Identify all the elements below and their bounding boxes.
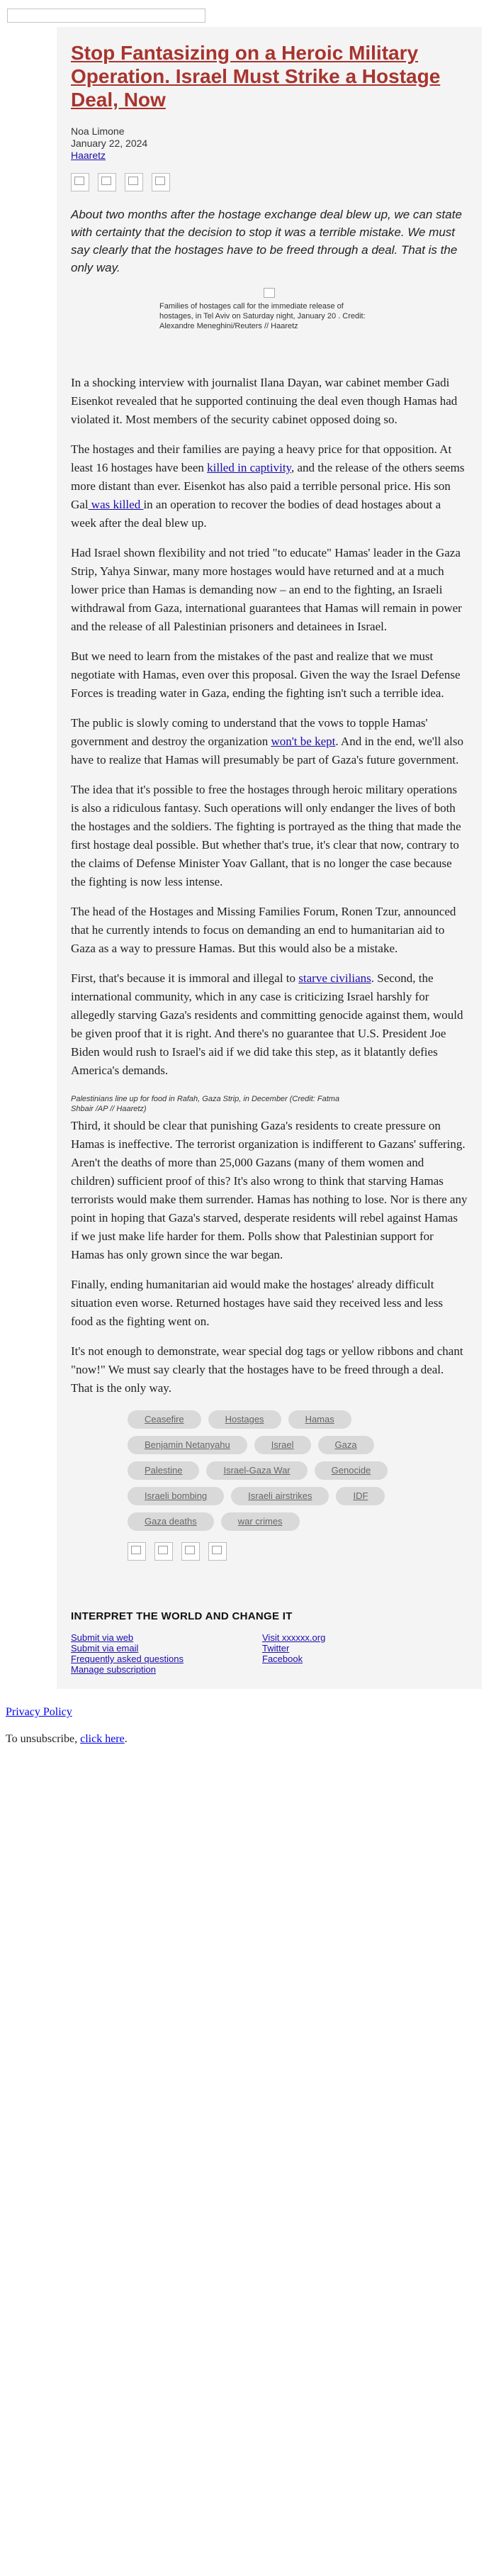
paragraph: It's not enough to demonstrate, wear special dog tags or yellow ribbons and chant "now!" We must say clearly that the hostages have to be freed through a deal. That is the only way. [71, 1344, 463, 1395]
lead-image-figure [71, 288, 468, 331]
tag-link[interactable]: Israel-Gaza War [206, 1461, 307, 1480]
inline-link[interactable]: was killed [88, 498, 144, 511]
inline-link[interactable]: killed in captivity [207, 461, 291, 474]
submit-web-link[interactable]: Submit via web [71, 1632, 134, 1643]
tag-link[interactable]: Benjamin Netanyahu [128, 1436, 247, 1454]
article [57, 27, 482, 1610]
bottom-links [0, 1689, 496, 1746]
publish-date: January 22, 2024 [71, 138, 148, 149]
email-card [57, 27, 482, 1689]
facebook-link[interactable]: Facebook [262, 1654, 303, 1664]
facebook-share-icon[interactable] [128, 1542, 146, 1561]
tag-link[interactable]: Genocide [315, 1461, 388, 1480]
faq-link[interactable]: Frequently asked questions [71, 1654, 184, 1664]
paragraph: The head of the Hostages and Missing Families Forum, Ronen Tzur, announced that he currently intends to focus on demanding an end to humanitarian aid to Gaza as a way to pressure Hamas. But this would also be a mistake. [71, 905, 456, 955]
paragraph: But we need to learn from the mistakes of the past and realize that we must negotiate with Hamas, even over this proposal. Given the way the Israel Defense Forces is treading water in Gaza, ending the fighting isn't such a terrible idea. [71, 649, 461, 700]
article-lede: About two months after the hostage exchange deal blew up, we can state with certainty that the decision to stop it was a terrible mistake. We must say clearly that the hostages have to be freed through a deal. That is the only way. [71, 208, 462, 274]
facebook-share-icon[interactable] [71, 173, 89, 191]
twitter-share-icon[interactable] [98, 173, 116, 191]
footer-left-column [71, 1632, 262, 1675]
lead-image [264, 288, 275, 298]
tag-link[interactable]: Gaza deaths [128, 1512, 214, 1531]
manage-subscription-link[interactable]: Manage subscription [71, 1664, 156, 1675]
article-meta [71, 126, 468, 162]
tag-link[interactable]: Gaza [318, 1436, 374, 1454]
email-share-icon[interactable] [181, 1542, 200, 1561]
tag-list [128, 1410, 411, 1531]
tag-link[interactable]: Hostages [208, 1410, 281, 1429]
email-share-icon[interactable] [125, 173, 143, 191]
link-share-icon[interactable] [208, 1542, 227, 1561]
inline-link[interactable]: won't be kept [271, 735, 336, 748]
author-name: Noa Limone [71, 126, 125, 137]
twitter-share-icon[interactable] [154, 1542, 173, 1561]
photo-caption: Palestinians line up for food in Rafah, Gaza Strip, in December (Credit: Fatma Shbair /AP // Haaretz) [71, 1095, 340, 1113]
tag-link[interactable]: IDF [336, 1487, 385, 1505]
paragraph: Had Israel shown flexibility and not tried "to educate" Hamas' leader in the Gaza Strip, Yahya Sinwar, many more hostages would have returned and at a much lower price than Hamas is demanding now – an end to the fighting, an Israeli withdrawal from Gaza, international guarantees that Hamas will remain in power and the release of all Palestinian prisoners and detainees in Israel. [71, 546, 462, 633]
footer-title: INTERPRET THE WORLD AND CHANGE IT [71, 1610, 293, 1622]
paragraph: In a shocking interview with journalist Ilana Dayan, war cabinet member Gadi Eisenkot revealed that he supported continuing the deal even though Hamas had violated it. Most members of the security cabinet opposed doing so. [71, 376, 458, 426]
article-title-link[interactable]: Stop Fantasizing on a Heroic Military Operation. Israel Must Strike a Hostage Deal, Now [71, 42, 441, 111]
inline-link[interactable]: starve civilians [298, 971, 371, 985]
privacy-policy-link[interactable]: Privacy Policy [6, 1706, 72, 1718]
tag-link[interactable]: Hamas [288, 1410, 351, 1429]
tag-link[interactable]: war crimes [221, 1512, 300, 1531]
share-row-bottom [128, 1542, 411, 1561]
submit-email-link[interactable]: Submit via email [71, 1643, 139, 1654]
paragraph: The idea that it's possible to free the hostages through heroic military operations is also a ridiculous fantasy. Such operations will only endanger the lives of both the hostages and the soldiers. The fighting is portrayed as the thing that made the first hostage deal possible. But whether that's true, it's clear that now, contrary to the claims of Defense Minister Yoav Gallant, that is no longer the case because the fighting is now less intense. [71, 783, 461, 888]
share-row-top [71, 173, 468, 191]
footer-columns [71, 1632, 468, 1675]
unsubscribe-link[interactable]: click here [80, 1733, 125, 1745]
newsletter-banner-image [7, 9, 205, 23]
publication-link[interactable]: Haaretz [71, 150, 106, 161]
paragraph: The hostages and their families are paying a heavy price for that opposition. At least 16 hostages have been killed in captivity, and the release of the others seems more distant than ever. Eisenkot has also paid a terrible personal price. His son Gal was killed in an operation to recover the bodies of dead hostages about a week after the deal blew up. [71, 442, 465, 530]
top-banner [0, 0, 496, 27]
paragraph: Third, it should be clear that punishing Gaza's residents to create pressure on Hamas is ineffective. The terrorist organization is indifferent to Gazans' suffering. Aren't the deaths of more than 25,000 Gazans (many of them women and children) sufficient proof of this? It's also wrong to think that starving Hamas terrorists would make them surrender. Hamas has nothing to lose. Nor is there any point in hoping that Gaza's starved, desperate residents will rebel against Hamas if we just make life harder for them. Polls show that Palestinian support for Hamas has only grown since the war began. [71, 1119, 468, 1261]
link-share-icon[interactable] [152, 173, 170, 191]
paragraph: The public is slowly coming to understand that the vows to topple Hamas' government and destroy the organization won't be kept. And in the end, we'll also have to realize that Hamas will presumably be part of Gaza's future government. [71, 716, 463, 766]
newsletter-footer [57, 1610, 482, 1689]
tag-link[interactable]: Israeli airstrikes [231, 1487, 329, 1505]
paragraph: First, that's because it is immoral and illegal to starve civilians. Second, the international community, which in any case is criticizing Israel harshly for allegedly starving Gaza's residents and committing genocide against them, would be given proof that it is right. And there's no guarantee that U.S. President Joe Biden would rush to Israel's aid if we did take this step, as it blatantly defies America's demands. [71, 971, 463, 1077]
tag-link[interactable]: Israel [254, 1436, 311, 1454]
twitter-link[interactable]: Twitter [262, 1643, 290, 1654]
footer-right-column [262, 1632, 453, 1675]
visit-site-link[interactable]: Visit xxxxxx.org [262, 1632, 326, 1643]
tag-link[interactable]: Palestine [128, 1461, 199, 1480]
lead-image-caption: Families of hostages call for the immediate release of hostages, in Tel Aviv on Saturday night, January 20 . Credit: Alexandre Meneghini/Reuters // Haaretz [159, 302, 366, 330]
tag-link[interactable]: Israeli bombing [128, 1487, 224, 1505]
paragraph: Finally, ending humanitarian aid would make the hostages' already difficult situation even worse. Returned hostages have said they received less and less food as the fighting went on. [71, 1278, 443, 1328]
photo-block [71, 1094, 468, 1114]
unsubscribe-line: To unsubscribe, click here. [6, 1733, 128, 1745]
tag-link[interactable]: Ceasefire [128, 1410, 201, 1429]
